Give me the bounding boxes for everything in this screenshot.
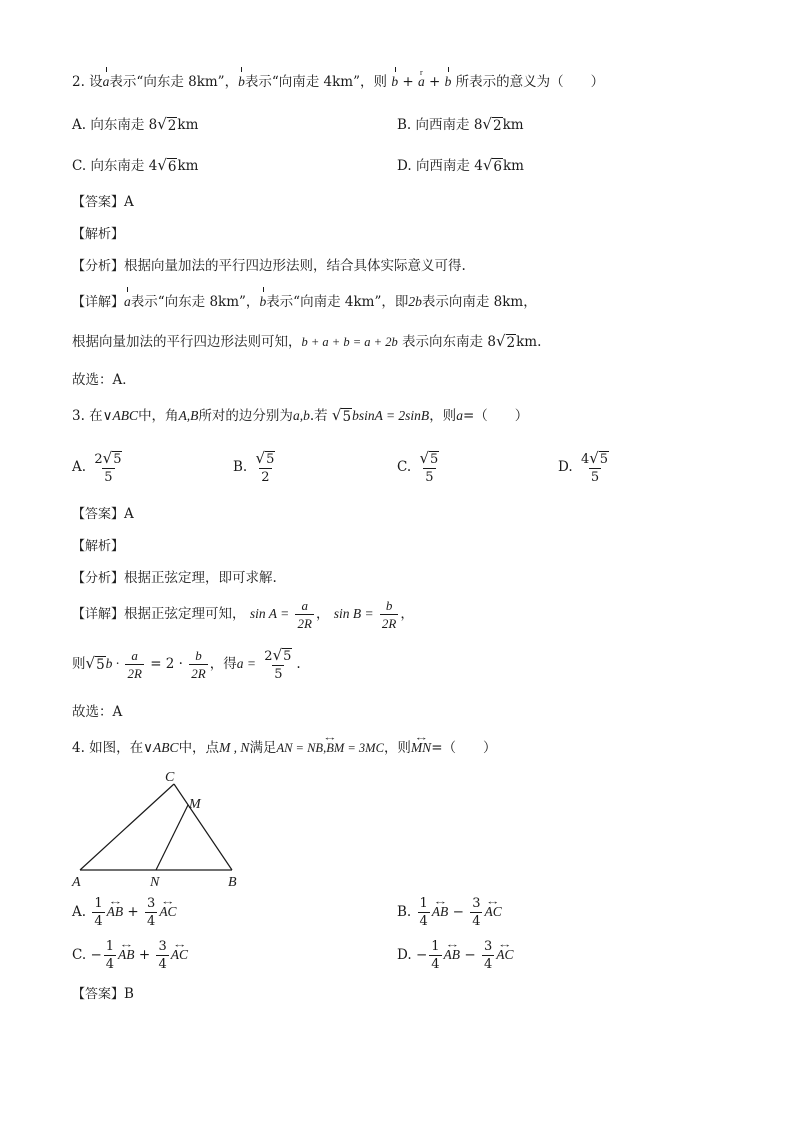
label-b: B — [228, 875, 237, 890]
q4-option-a[interactable]: A. $\frac{1}{4}$ ↔ AB + $\frac{3}{4}$ ↔ AC — [72, 892, 177, 932]
q3-xiangjie-line2: 则 √ 5 b · $\frac{a}{2R}$ = 2 · $\frac{b}{2R}$ ，得a = 2 √ 5 5 . — [72, 646, 301, 682]
q2-analysis-heading: 【解析】 — [72, 227, 125, 242]
q3-conclusion: 故选：A — [72, 704, 123, 720]
side-ac — [80, 784, 174, 870]
label-c: C — [165, 770, 175, 785]
q2-option-b[interactable]: B. 向西南走 8 √ 2 km — [397, 115, 524, 134]
q2-answer: 【答案】A — [72, 194, 134, 210]
q4-option-b[interactable]: B. $\frac{1}{4}$ ↔ AB − $\frac{3}{4}$ ↔ AC — [397, 892, 502, 932]
q2-option-d[interactable]: D. 向西南走 4 √ 6 km — [397, 156, 524, 175]
q4-answer: 【答案】B — [72, 986, 134, 1002]
q4-option-d[interactable]: D. − $\frac{1}{4}$ ↔ AB − $\frac{3}{4}$ ↔ AC — [397, 935, 513, 975]
segment-mn — [156, 805, 188, 870]
q3-stem: 3. 在∨ABC中，角A,B所对的边分别为a,b.若 √ 5 bsinA = 2sinB，则a=（ ） — [72, 406, 529, 425]
label-m: M — [189, 797, 201, 812]
triangle-figure — [70, 768, 250, 892]
q2-option-a[interactable]: A. 向东南走 8 √ 2 km — [72, 115, 199, 134]
q2-xiangjie-line2: 根据向量加法的平行四边形法则可知，b + a + b = a + 2b 表示向东南走 8 √ 2 km. — [72, 332, 542, 351]
q4-stem: 4. 如图，在∨ABC中，点M , N满足↔ AN = NB,BM = 3MC，则↔ MN=（ ） — [72, 738, 497, 758]
q2-conclusion: 故选：A． — [72, 372, 136, 388]
side-bc — [174, 784, 232, 870]
q3-option-b[interactable]: B. √ 5 2 — [233, 449, 275, 485]
q2-xiangjie-line1: 【详解】a表示“向东走 8km”，b表示“向南走 4km”，即2b表示向南走 8km， — [72, 294, 537, 310]
q3-answer: 【答案】A — [72, 506, 134, 522]
q3-option-a[interactable]: A. 2 √ 5 5 — [72, 449, 122, 485]
label-a: A — [72, 875, 81, 890]
q3-analysis-heading: 【解析】 — [72, 539, 125, 554]
q2-fenxi: 【分析】根据向量加法的平行四边形法则，结合具体实际意义可得. — [72, 258, 466, 274]
q2-stem: 2. 设a表示“向东走 8km”，b表示“向南走 4km”，则 b + r a + b 所表示的意义为（ ） — [72, 72, 604, 92]
q3-option-c[interactable]: C. √ 5 5 — [397, 449, 439, 485]
q4-option-c[interactable]: C. − $\frac{1}{4}$ ↔ AB + $\frac{3}{4}$ ↔ AC — [72, 935, 188, 975]
label-n: N — [150, 875, 160, 890]
q3-xiangjie-line1: 【详解】根据正弦定理可知， sin A = $\frac{a}{2R}$ ， sin B = $\frac{b}{2R}$ ， — [72, 598, 414, 631]
q3-option-d[interactable]: D. 4 √ 5 5 — [558, 449, 609, 485]
q2-option-c[interactable]: C. 向东南走 4 √ 6 km — [72, 156, 199, 175]
q3-fenxi: 【分析】根据正弦定理，即可求解. — [72, 570, 277, 586]
